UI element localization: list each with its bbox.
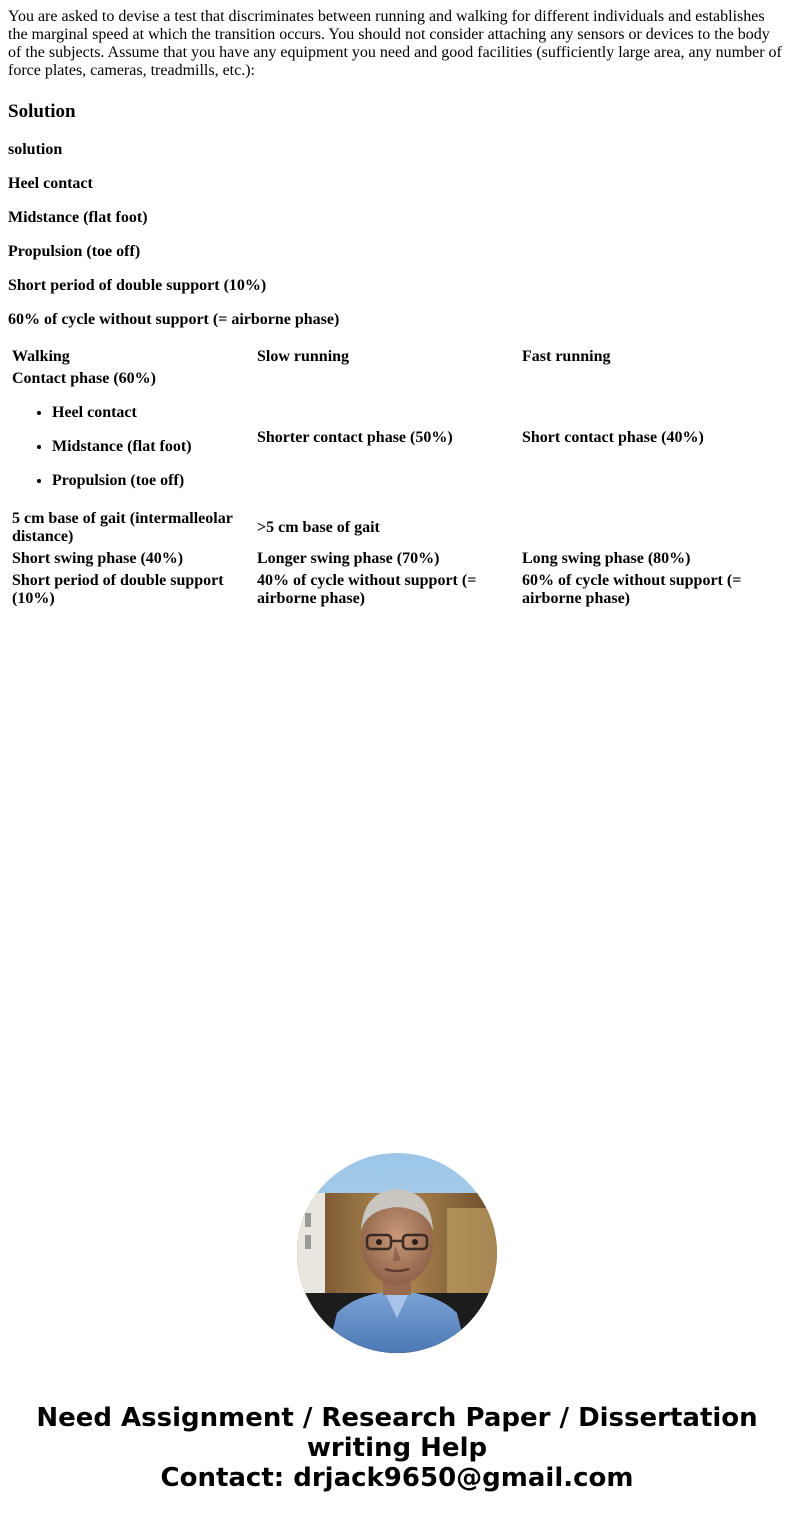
portrait-photo-icon xyxy=(297,1153,497,1353)
table-row-contact xyxy=(11,369,785,507)
solution-line: 60% of cycle without support (= airborne phase) xyxy=(8,311,340,328)
cell-walking-base: 5 cm base of gait (intermalleolar distance) xyxy=(12,510,233,545)
promo-line: Need Assignment / Research Paper / Dissertation xyxy=(36,1403,758,1433)
cell-fast-base xyxy=(521,509,785,547)
cell-walking-support: Short period of double support (10%) xyxy=(12,572,224,607)
header-fast-running: Fast running xyxy=(522,348,611,365)
promo-banner xyxy=(0,1403,794,1493)
cell-fast-contact: Short contact phase (40%) xyxy=(522,429,704,446)
solution-line: Midstance (flat foot) xyxy=(8,209,148,226)
solution-line: solution xyxy=(8,141,63,158)
cell-slow-swing: Longer swing phase (70%) xyxy=(257,550,440,567)
solution-heading: Solution xyxy=(8,101,76,122)
cell-slow-base: >5 cm base of gait xyxy=(257,519,380,536)
contact-phase-label: Contact phase (60%) xyxy=(12,370,156,387)
cell-walking-contact xyxy=(11,369,254,507)
cell-slow-support: 40% of cycle without support (= airborne phase) xyxy=(257,572,477,607)
table-header-row xyxy=(11,347,785,367)
solution-line: Short period of double support (10%) xyxy=(8,277,267,294)
solution-line: Heel contact xyxy=(8,175,93,192)
promo-contact: Contact: drjack9650@gmail.com xyxy=(160,1463,634,1493)
promo-line: writing Help xyxy=(306,1433,488,1463)
question-text: You are asked to devise a test that discriminates between running and walking for different individuals and establishes the marginal speed at which the transition occurs. You should not consider attaching any sensors or devices to the body of the subjects. Assume that you have any equipment you need and good facilities (sufficiently large area, any number of force plates, cameras, treadmills, etc.): xyxy=(8,8,782,79)
cell-fast-swing: Long swing phase (80%) xyxy=(522,550,691,567)
list-item: • Heel contact xyxy=(52,404,253,422)
list-item: • Propulsion (toe off) xyxy=(52,472,253,490)
cell-fast-support: 60% of cycle without support (= airborne phase) xyxy=(522,572,742,607)
contact-phase-list xyxy=(12,404,253,490)
table-row-swing xyxy=(11,549,785,569)
header-slow-running: Slow running xyxy=(257,348,350,365)
list-item: • Midstance (flat foot) xyxy=(52,438,253,456)
table-row-support xyxy=(11,571,785,609)
gait-comparison-table xyxy=(9,345,787,611)
cell-slow-contact: Shorter contact phase (50%) xyxy=(257,429,453,446)
cell-walking-swing: Short swing phase (40%) xyxy=(12,550,184,567)
solution-line: Propulsion (toe off) xyxy=(8,243,141,260)
document-body xyxy=(0,0,794,611)
header-walking: Walking xyxy=(12,348,70,365)
table-row-base xyxy=(11,509,785,547)
author-avatar xyxy=(297,1153,497,1353)
